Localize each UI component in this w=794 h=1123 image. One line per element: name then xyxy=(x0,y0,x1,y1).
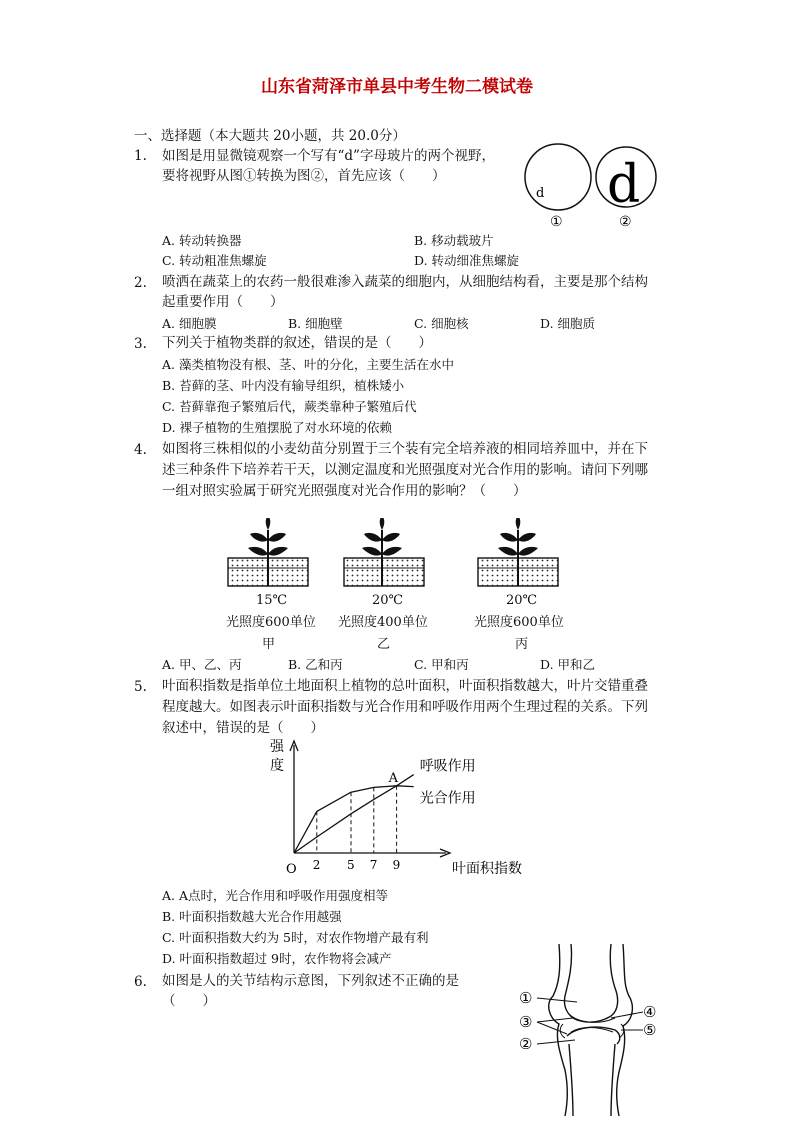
series-label-respiration: 呼吸作用 xyxy=(419,758,476,775)
page-title: 山东省菏泽市单县中考生物二模试卷 xyxy=(261,77,533,97)
q5-line1: 叶面积指数是指单位土地面积上植物的总叶面积，叶面积指数越大，叶片交错重叠 xyxy=(162,678,648,694)
q5-line3: 叙述中，错误的是（ ） xyxy=(162,720,324,736)
dish-jia xyxy=(228,518,308,586)
q4-line2: 述三种条件下培养若干天，以测定温度和光照强度对光合作用的影响。请问下列哪 xyxy=(162,462,648,478)
q1-option-a: A. 转动转换器 xyxy=(162,233,242,248)
dish-bing-light: 光照度600单位 xyxy=(474,615,564,630)
q4-number: 4. xyxy=(134,442,147,458)
section-heading: 一、选择题（本大题共 20小题，共 20.0分） xyxy=(134,128,406,144)
q4-option-a: A. 甲、乙、丙 xyxy=(162,657,242,672)
q2-option-a: A. 细胞膜 xyxy=(162,316,217,331)
x-tick-label: 5 xyxy=(347,858,355,872)
q5-number: 5. xyxy=(134,679,147,695)
y-axis-label-2: 度 xyxy=(270,758,284,774)
q1-option-c: C. 转动粗准焦螺旋 xyxy=(162,253,267,268)
q6-number: 6. xyxy=(134,974,147,990)
q1-number: 1. xyxy=(134,148,147,164)
q6-line1: 如图是人的关节结构示意图，下列叙述不正确的是 xyxy=(162,973,459,989)
q1-line1: 如图是用显微镜观察一个写有“d”字母玻片的两个视野， xyxy=(162,148,495,164)
q1-line2: 要将视野从图①转换为图②，首先应该（ ） xyxy=(162,168,446,184)
label-5: ⑤ xyxy=(643,1021,657,1039)
q3-option-b: B. 苔藓的茎、叶内没有输导组织，植株矮小 xyxy=(162,378,405,393)
origin-label: O xyxy=(286,862,297,877)
q1-microscope-views xyxy=(520,140,670,232)
q6-line2: （ ） xyxy=(162,993,216,1009)
lower-bone-right xyxy=(611,1044,615,1116)
view-1-label: ① xyxy=(550,214,563,230)
x-tick-label: 9 xyxy=(392,858,401,872)
q2-option-b: B. 细胞壁 xyxy=(288,316,343,331)
dish-jia-light: 光照度600单位 xyxy=(226,615,316,630)
q2-line1: 喷洒在蔬菜上的农药一般很难渗入蔬菜的细胞内，从细胞结构看，主要是那个结构 xyxy=(162,274,648,290)
view-1-circle xyxy=(525,144,591,210)
q4-line3: 一组对照实验属于研究光照强度对光合作用的影响？（ ） xyxy=(162,483,527,499)
q2-option-c: C. 细胞核 xyxy=(414,316,469,331)
q5-option-c: C. 叶面积指数大约为 5时，对农作物增产最有利 xyxy=(162,930,429,945)
q6-joint-diagram xyxy=(515,940,675,1118)
x-tick-label: 2 xyxy=(312,858,321,872)
dish-bing-name: 丙 xyxy=(515,637,529,652)
dish-bing xyxy=(478,518,558,586)
q2-number: 2. xyxy=(134,275,147,291)
big-d-letter: d xyxy=(607,155,641,215)
q4-option-d: D. 甲和乙 xyxy=(540,657,596,672)
q5-option-b: B. 叶面积指数越大光合作用越强 xyxy=(162,909,342,924)
x-tick-label: 7 xyxy=(369,858,378,872)
q5-option-d: D. 叶面积指数超过 9时，农作物将会减产 xyxy=(162,951,392,966)
view-2-label: ② xyxy=(619,214,632,230)
q5-line2: 程度越大。如图表示叶面积指数与光合作用和呼吸作用两个生理过程的关系。下列 xyxy=(162,699,648,715)
dish-bing-temp: 20℃ xyxy=(506,593,538,608)
label-2: ② xyxy=(519,1035,533,1053)
q3-option-d: D. 裸子植物的生殖摆脱了对水环境的依赖 xyxy=(162,420,393,435)
q2-line2: 起重要作用（ ） xyxy=(162,294,284,310)
q4-line1: 如图将三株相似的小麦幼苗分别置于三个装有完全培养液的相同培养皿中，并在下 xyxy=(162,441,648,457)
photosynthesis-curve xyxy=(294,786,414,853)
series-label-photosynthesis: 光合作用 xyxy=(419,790,476,807)
label-1: ① xyxy=(519,989,533,1007)
q5-option-a: A. A点时，光合作用和呼吸作用强度相等 xyxy=(162,888,389,903)
q4-culture-dishes xyxy=(220,518,580,590)
lower-bone-left xyxy=(569,1044,573,1116)
dish-jia-name: 甲 xyxy=(262,637,276,652)
q4-option-c: C. 甲和丙 xyxy=(414,657,469,672)
small-d-letter: d xyxy=(536,186,545,201)
q3-option-c: C. 苔藓靠孢子繁殖后代，蕨类靠种子繁殖后代 xyxy=(162,399,417,414)
label-4: ④ xyxy=(643,1003,657,1021)
dish-yi-temp: 20℃ xyxy=(372,593,404,608)
y-axis-label-1: 强 xyxy=(270,739,284,755)
joint-cavity-left xyxy=(560,1024,565,1038)
q3-number: 3. xyxy=(134,336,147,352)
q3-option-a: A. 藻类植物没有根、茎、叶的分化，主要生活在水中 xyxy=(162,357,454,372)
label-3: ③ xyxy=(519,1013,533,1031)
x-axis-label: 叶面积指数 xyxy=(452,861,522,877)
q5-chart xyxy=(260,735,550,883)
q4-option-b: B. 乙和丙 xyxy=(288,657,343,672)
q1-option-d: D. 转动细准焦螺旋 xyxy=(414,253,520,268)
q1-option-b: B. 移动载玻片 xyxy=(414,233,494,248)
dish-jia-temp: 15℃ xyxy=(256,593,288,608)
q2-option-d: D. 细胞质 xyxy=(540,316,596,331)
dish-yi-light: 光照度400单位 xyxy=(338,615,428,630)
joint-head xyxy=(565,944,618,1022)
dish-yi xyxy=(344,518,424,586)
dish-yi-name: 乙 xyxy=(377,637,391,652)
point-a-label: A xyxy=(388,770,398,786)
q3-line1: 下列关于植物类群的叙述，错误的是（ ） xyxy=(162,335,432,351)
